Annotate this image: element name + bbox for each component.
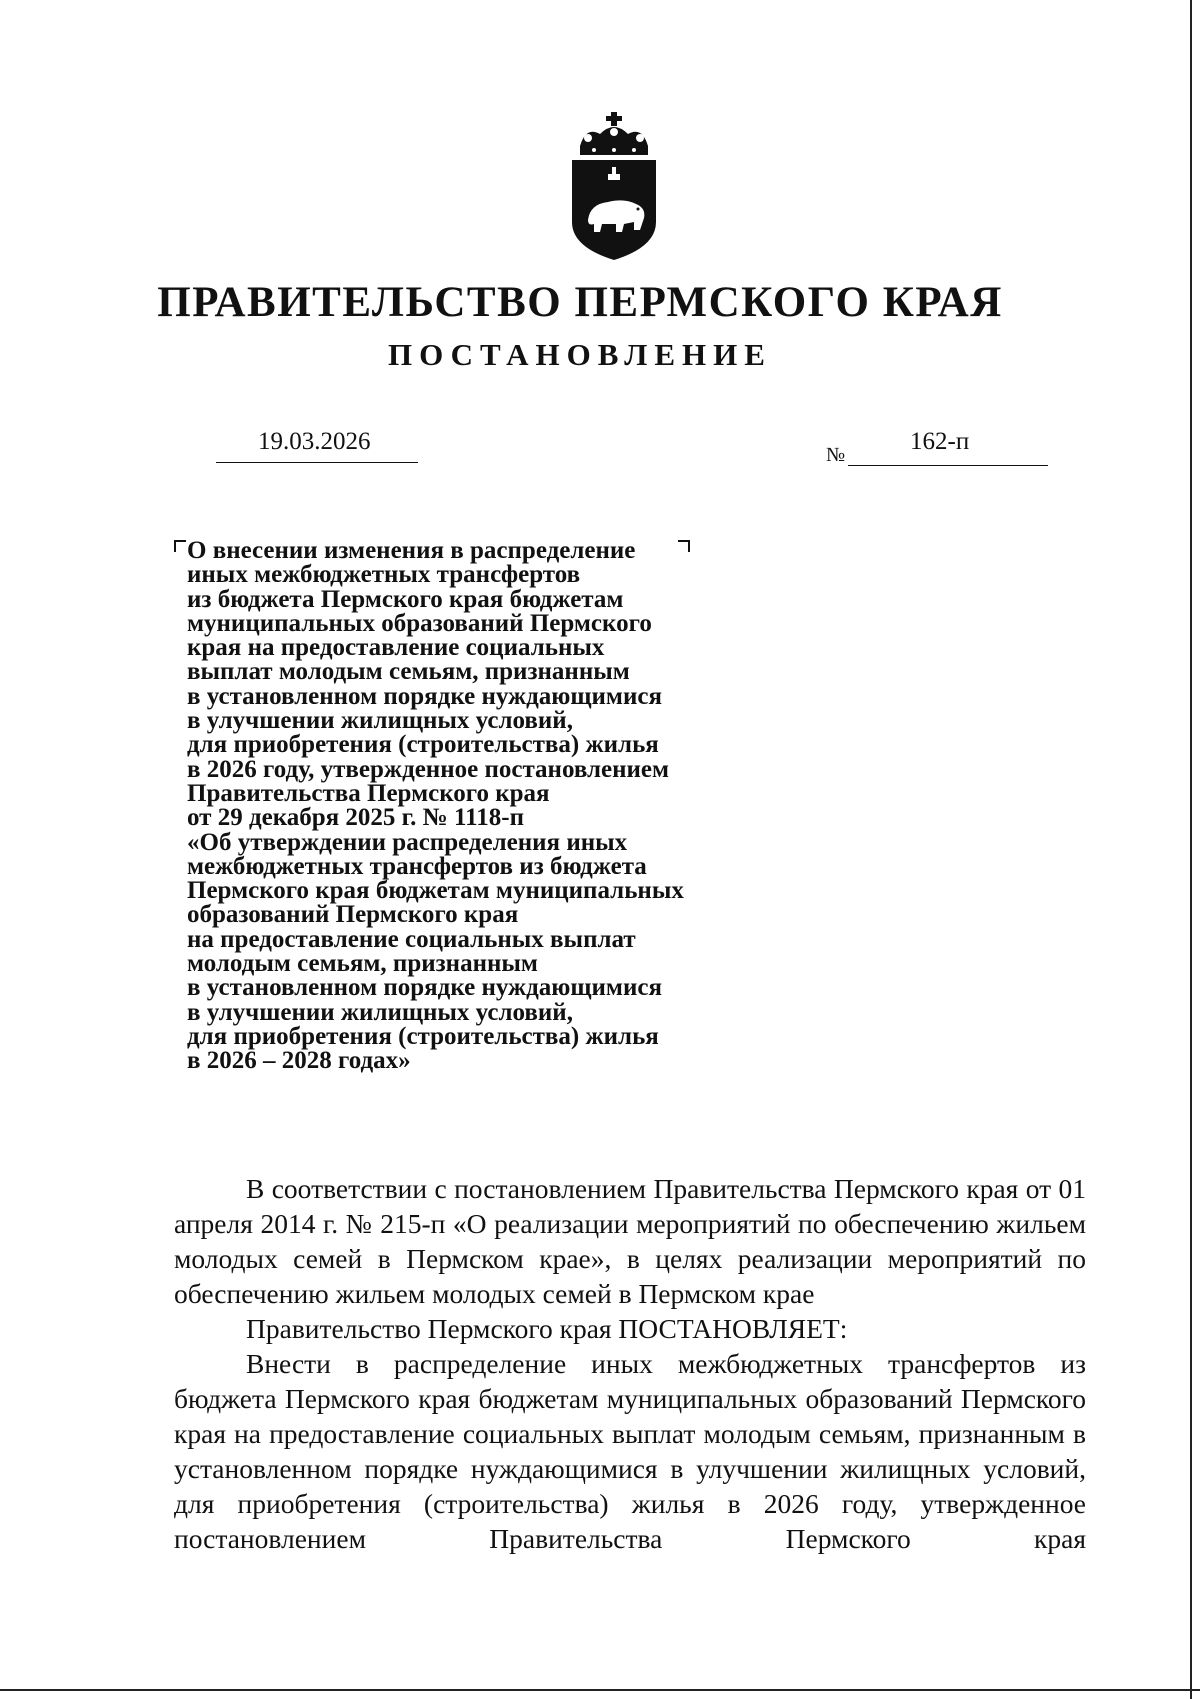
title-line: образований Пермского края xyxy=(187,901,519,929)
title-corner-mark-left xyxy=(174,540,186,552)
title-line: «Об утверждении распределения иных xyxy=(187,828,628,856)
document-date: 19.03.2026 xyxy=(258,428,371,455)
document-title xyxy=(187,539,787,1074)
number-label: № xyxy=(826,444,846,466)
title-line: в 2026 году, утвержденное постановлением xyxy=(187,755,670,783)
title-line: муниципальных образований Пермского xyxy=(187,609,652,637)
organization-title: ПРАВИТЕЛЬСТВО ПЕРМСКОГО КРАЯ xyxy=(157,279,1003,326)
page-edge-right xyxy=(1190,0,1192,1699)
title-line: О внесении изменения в распределение xyxy=(187,537,636,564)
preamble-paragraph: В соответствии с постановлением Правительства Пермского края от 01 апреля 2014 г. № 215-п «О реализации мероприятий по обеспечению жильем молодых семей в Пермском крае», в целях реализации мероприятий по обеспечению жильем молодых семей в Пермском крае xyxy=(174,1173,1086,1309)
number-underline xyxy=(848,465,1048,466)
title-line: в установленном порядке нуждающимися xyxy=(187,974,662,1002)
title-line: на предоставление социальных выплат xyxy=(187,925,636,953)
amendment-paragraph: Внести в распределение иных межбюджетных трансфертов из бюджета Пермского края бюджетам муниципальных образований Пермского края на предоставление социальных выплат молодым семьям, признанным в установленном порядке нуждающимися в улучшении жилищных условий, для приобретения (строительства) жилья в 2026 году, утвержденное постановлением Правительства Пермского края xyxy=(174,1348,1086,1554)
title-line: от 29 декабря 2025 г. № 1118-п xyxy=(187,804,525,832)
title-line: молодым семьям, признанным xyxy=(187,950,538,978)
title-line: в улучшении жилищных условий, xyxy=(187,998,573,1026)
title-line: для приобретения (строительства) жилья xyxy=(187,731,659,759)
document-number: 162-п xyxy=(910,428,970,455)
document-type: ПОСТАНОВЛЕНИЕ xyxy=(388,337,772,372)
resolution-paragraph: Правительство Пермского края ПОСТАНОВЛЯЕТ: xyxy=(246,1313,848,1344)
title-line: для приобретения (строительства) жилья xyxy=(187,1022,659,1050)
title-line: Правительства Пермского края xyxy=(187,779,550,807)
title-line: из бюджета Пермского края бюджетам xyxy=(187,585,624,613)
title-line: в улучшении жилищных условий, xyxy=(187,707,573,735)
title-line: выплат молодым семьям, признанным xyxy=(187,658,630,686)
title-line: края на предоставление социальных xyxy=(187,634,605,662)
coat-of-arms-icon xyxy=(566,112,662,262)
title-line: иных межбюджетных трансфертов xyxy=(187,561,581,589)
title-line: в 2026 – 2028 годах» xyxy=(187,1047,411,1075)
page-edge-bottom xyxy=(0,1689,1200,1691)
body-text xyxy=(174,1171,1086,1556)
title-line: Пермского края бюджетам муниципальных xyxy=(187,877,684,905)
title-line: в установленном порядке нуждающимися xyxy=(187,682,662,710)
date-underline xyxy=(216,462,418,463)
title-line: межбюджетных трансфертов из бюджета xyxy=(187,852,647,880)
